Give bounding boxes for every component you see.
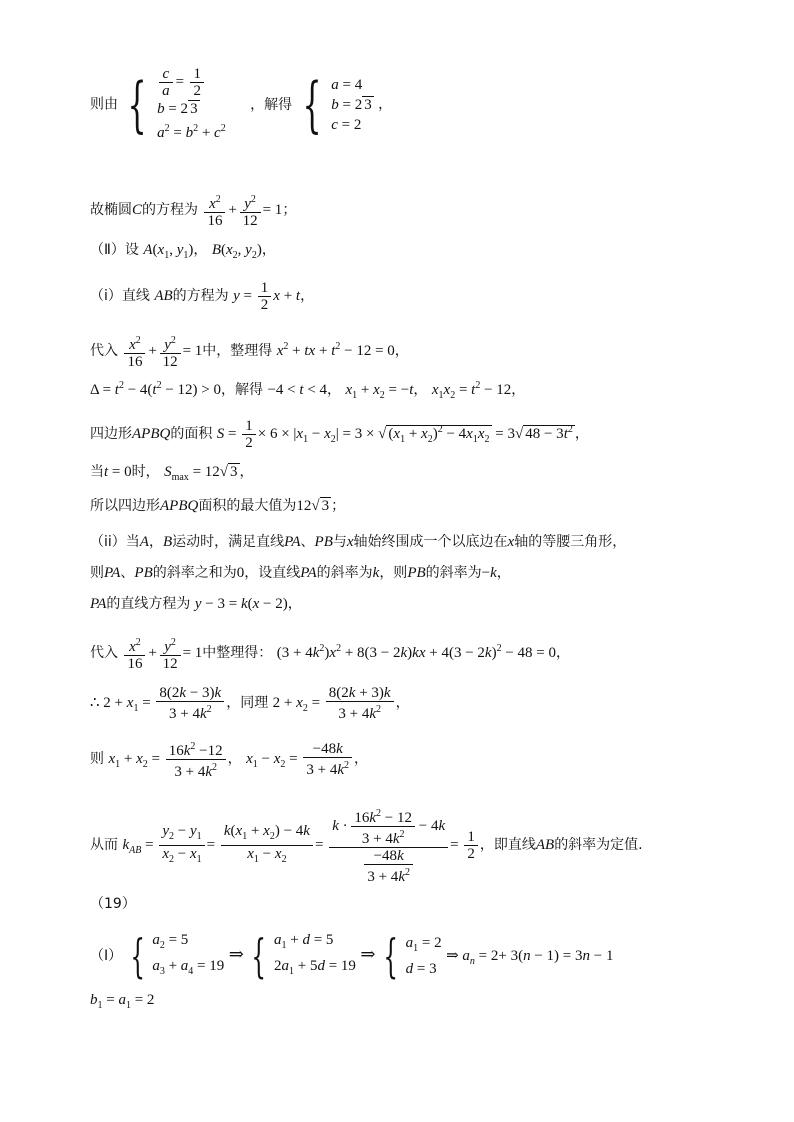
equation-system: $a_2 = 5$ $a_3 + a_4 = 19$: [152, 932, 225, 977]
text: 的方程为: [172, 287, 229, 304]
text: ，: [511, 382, 526, 398]
text: （19）: [90, 896, 136, 912]
text: 四边形: [90, 425, 132, 442]
text: 代入: [90, 342, 118, 359]
text: ，: [287, 596, 302, 612]
text: 中，整理得: [202, 342, 273, 359]
line-substitute-2: 代入 $\frac{x^2}{16}$ + $\frac{y^2}{12}$ = 1中整理得： $(3 + 4k^2)x^2 + 8(3 - 2k)kx + 4(3 - 2k)^2 - 48 = 0$，: [90, 637, 570, 672]
text: 则: [90, 565, 104, 581]
line-sum-diff: 则 $x_1 + x_2$ = $\frac{16k^2 -12}{3 + 4k^2}$ ， $x_1 - x_2$ = $\frac{-48k}{3 + 4k^2}$ ，: [90, 741, 368, 780]
text: ，: [394, 342, 409, 359]
text: ，: [378, 96, 393, 113]
text: ，: [261, 242, 276, 258]
text: ，: [354, 750, 368, 767]
text: 面积的最大值为: [198, 498, 297, 514]
text: 轴的等腰三角形，: [514, 534, 627, 550]
line-pa-equation: PA的直线方程为 y − 3 = k(x − 2)，: [90, 596, 302, 612]
text: 的斜率为: [425, 565, 482, 581]
text: ，: [574, 425, 589, 442]
line-slope-ab: 从而 $k_{AB}$ = $\frac{y_2 - y_1}{x_2 - x_1}$ = $\frac{k(x_1 + x_2) - 4k}{x_1 - x_2}$ = k · $\frac{16k^2 - 12}{3 + 4k^2}$ − 4k $\frac{-48k}{3 + 4k^2}$ = $\frac{1}{2}$ ，即直线AB的斜率为定值.: [90, 808, 643, 885]
line-19-part-i: （Ⅰ） { $a_2 = 5$ $a_3 + a_4 = 19$ ⇒ { $a_1 + d = 5$ $2a_1 + 5d = 19$ ⇒ { $a_1 = 2$ d = 3 ⇒ $a_n = 2+ 3(n - 1) = 3n - 1$: [90, 929, 614, 983]
brace: {: [302, 69, 322, 140]
text: 的直线方程为: [106, 596, 191, 612]
brace: {: [128, 69, 148, 140]
text: 故椭圆: [90, 201, 132, 218]
line-b1: $b_1 = a_1 = 2$: [90, 992, 155, 1011]
equation-system: $\frac{c}{a}$ = $\frac{1}{2}$ b = 2 3 $a^2 = b^2 + c^2$: [157, 66, 226, 141]
text: ，: [327, 382, 342, 398]
text: 与: [332, 534, 347, 550]
text: 则: [90, 750, 104, 767]
text: ，: [227, 750, 242, 767]
line-slopes: 则PA、PB的斜率之和为0，设直线PA的斜率为k，则PB的斜率为−k，: [90, 565, 511, 581]
line-part-ii: （Ⅱ）设 $A(x_1$, $y_1$)， $B(x_2$, $y_2$)，: [90, 242, 276, 261]
text: ；: [331, 498, 346, 514]
brace: {: [129, 929, 145, 983]
equation-system: a = 4 b = 2 3 c = 2: [331, 76, 372, 133]
text: ，: [300, 287, 315, 304]
equation-system: $a_1 = 2$ d = 3: [405, 935, 442, 977]
text: ，同理: [226, 694, 269, 711]
line-system-solution: [90, 66, 392, 143]
text: 运动时，满足直线: [172, 534, 285, 550]
text: ，: [413, 382, 428, 398]
text: 的斜率之和为: [152, 565, 237, 581]
brace: {: [251, 929, 267, 983]
text: 时，: [131, 464, 160, 480]
text: 中整理得：: [202, 644, 273, 661]
line-ab-equation: （i）直线 AB的方程为 y = $\frac{1}{2}$ x + t，: [90, 280, 315, 313]
line-x-values: ∴ $2 + x_1$ = $\frac{8(2k - 3)k}{3 + 4k^2}$ ，同理 $2 + x_2$ = $\frac{8(2k + 3)k}{3 + 4k^2}$ ，: [90, 685, 410, 722]
text: ，解得: [221, 382, 264, 398]
text: 从而: [90, 836, 118, 853]
line-area: 四边形APBQ的面积 S = $\frac{1}{2}$ × $6 \times |x_1 - x_2| = 3$ × √ $(x_1 + x_2)^2 - 4x_1x_2 = 3√$ $48 - 3t^2$ ，: [90, 418, 589, 451]
text: ，解得: [250, 96, 293, 113]
text: （Ⅰ）: [90, 948, 123, 964]
text: 的斜率为定值.: [554, 836, 643, 853]
text: 的斜率为: [316, 565, 373, 581]
text: 的方程为: [142, 201, 199, 218]
text: 轴始终围成一个以底边在: [353, 534, 508, 550]
brace: {: [383, 929, 398, 983]
text: ，: [496, 565, 511, 581]
text: 当: [90, 464, 104, 480]
text: ，即直线: [479, 836, 536, 853]
text: （i）直线: [90, 287, 150, 304]
line-ellipse-equation: 故椭圆C的方程为 $\frac{x^2}{16}$ + $\frac{y^2}{12}$ = 1；: [90, 194, 297, 229]
text: 则由: [90, 96, 118, 113]
problem-number: [90, 894, 136, 914]
text: （Ⅱ）设: [90, 242, 139, 258]
text: ，则: [379, 565, 408, 581]
line-conclusion-area: 所以四边形APBQ面积的最大值为12√ 3 ；: [90, 498, 346, 514]
text: 代入: [90, 644, 118, 661]
text: ，: [193, 242, 208, 258]
text: 的面积: [170, 425, 213, 442]
text: ，: [556, 644, 570, 661]
text: ；: [282, 201, 297, 218]
line-part-ii-b: （ii）当A，B运动时，满足直线PA、PB与x轴始终围成一个以底边在x轴的等腰三角形，: [90, 534, 627, 550]
line-discriminant: $\Delta = t^2 - 4(t^2 - 12) > 0$，解得 −4 < t < 4， $x_1 + x_2 = -t$， $x_1x_2 = t^2 - 12$，: [90, 380, 526, 401]
line-substitute: 代入 $\frac{x^2}{16}$ + $\frac{y^2}{12}$ = 1中，整理得 $x^2$ + tx + $t^2 - 12 = 0$，: [90, 335, 409, 370]
text: （ii）当: [90, 534, 140, 550]
line-max-area: 当t = 0时， $S_{max} = 12√$ 3 ，: [90, 464, 254, 483]
text: 所以四边形: [90, 498, 160, 514]
text: ，: [395, 694, 410, 711]
equation-system: $a_1 + d = 5$ $2a_1 + 5d = 19$: [274, 932, 356, 977]
text: ，: [239, 464, 254, 480]
text: ，设直线: [244, 565, 301, 581]
